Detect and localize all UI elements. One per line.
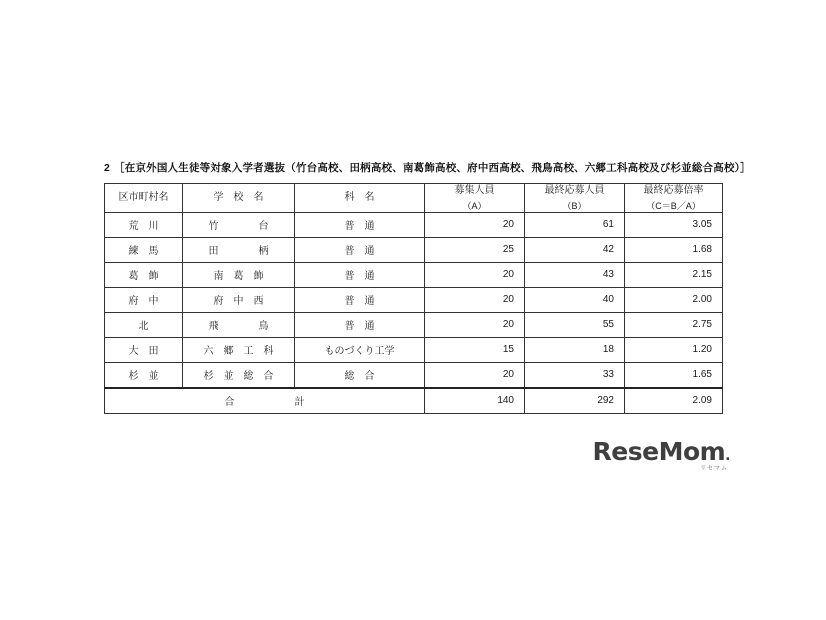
capacity-value: 20	[502, 294, 514, 306]
total-applicants-cell	[525, 388, 625, 414]
school-value: 竹 台	[208, 221, 269, 233]
cell-rate	[625, 362, 723, 388]
cell-applicants	[525, 362, 625, 388]
city-value: 北	[138, 321, 149, 333]
header-rate-label: 最終応募倍率	[643, 185, 704, 196]
total-capacity-cell	[425, 388, 525, 414]
school-value: 田 柄	[208, 246, 269, 258]
header-school-label: 学 校 名	[213, 192, 264, 204]
school-value: 飛 鳥	[208, 321, 269, 333]
document-body	[104, 160, 751, 414]
cell-rate	[625, 237, 723, 262]
cell-capacity	[425, 337, 525, 362]
cell-course	[295, 287, 425, 312]
city-value: 荒 川	[128, 221, 159, 233]
applicants-value: 42	[602, 244, 614, 256]
header-capacity	[425, 184, 525, 213]
school-value: 南 葛 飾	[213, 271, 264, 283]
course-value: ものづくり工学	[324, 346, 395, 358]
cell-school	[183, 287, 295, 312]
table-total-row	[105, 388, 723, 414]
table-row	[105, 337, 723, 362]
cell-rate	[625, 312, 723, 337]
capacity-value: 25	[502, 244, 514, 256]
school-value: 府 中 西	[213, 296, 264, 308]
cell-capacity	[425, 262, 525, 287]
city-value: 練 馬	[128, 246, 159, 258]
rate-value: 1.68	[692, 244, 712, 256]
school-value: 杉 並 総 合	[203, 371, 274, 383]
city-value: 葛 飾	[128, 271, 159, 283]
city-value: 大 田	[128, 346, 159, 358]
total-label-left: 合	[224, 397, 235, 409]
cell-applicants	[525, 212, 625, 237]
cell-capacity	[425, 212, 525, 237]
capacity-value: 15	[502, 344, 514, 356]
watermark-text-part1: Rese	[592, 437, 659, 466]
course-value: 普 通	[344, 246, 375, 258]
cell-course	[295, 212, 425, 237]
section-number: 2	[104, 162, 111, 174]
cell-course	[295, 237, 425, 262]
table-row	[105, 212, 723, 237]
cell-city	[105, 262, 183, 287]
cell-city	[105, 362, 183, 388]
header-course-label: 科 名	[344, 192, 375, 204]
rate-value: 1.20	[692, 344, 712, 356]
cell-capacity	[425, 362, 525, 388]
applicants-value: 43	[602, 269, 614, 281]
cell-applicants	[525, 287, 625, 312]
cell-capacity	[425, 237, 525, 262]
total-label-right: 計	[294, 397, 305, 409]
watermark-dot: .	[725, 448, 730, 464]
cell-rate	[625, 287, 723, 312]
capacity-value: 20	[502, 369, 514, 381]
header-capacity-label: 募集人員	[454, 185, 495, 196]
rate-value: 2.75	[692, 319, 712, 331]
cell-city	[105, 337, 183, 362]
table-row	[105, 237, 723, 262]
cell-rate	[625, 212, 723, 237]
cell-applicants	[525, 312, 625, 337]
city-value: 府 中	[128, 296, 159, 308]
resemom-watermark	[592, 437, 730, 472]
total-capacity-value: 140	[497, 395, 514, 407]
section-title-text: ［在京外国人生徒等対象入学者選抜（竹台高校、田柄高校、南葛飾高校、府中西高校、飛鳥高校、六郷工科高校及び杉並総合高校）］	[114, 162, 751, 174]
rate-value: 2.15	[692, 269, 712, 281]
total-rate-value: 2.09	[692, 395, 712, 407]
cell-school	[183, 237, 295, 262]
applicants-value: 33	[602, 369, 614, 381]
cell-applicants	[525, 337, 625, 362]
watermark-subtext: リセマム	[700, 465, 728, 472]
course-value: 普 通	[344, 296, 375, 308]
course-value: 普 通	[344, 221, 375, 233]
watermark-text-part2: Mom	[658, 437, 726, 466]
rate-value: 2.00	[692, 294, 712, 306]
applicants-value: 61	[602, 219, 614, 231]
header-applicants-label: 最終応募人員	[544, 185, 605, 196]
cell-school	[183, 212, 295, 237]
table-row	[105, 287, 723, 312]
table-header-row	[105, 184, 723, 213]
rate-value: 1.65	[692, 369, 712, 381]
cell-school	[183, 337, 295, 362]
cell-capacity	[425, 287, 525, 312]
course-value: 総 合	[344, 371, 375, 383]
applications-table	[104, 183, 723, 414]
rate-value: 3.05	[692, 219, 712, 231]
header-rate	[625, 184, 723, 213]
course-value: 普 通	[344, 271, 375, 283]
cell-school	[183, 362, 295, 388]
city-value: 杉 並	[128, 371, 159, 383]
total-label	[105, 393, 424, 408]
cell-school	[183, 262, 295, 287]
table-row	[105, 262, 723, 287]
cell-course	[295, 312, 425, 337]
cell-course	[295, 337, 425, 362]
table-row	[105, 362, 723, 388]
school-value: 六 郷 工 科	[203, 346, 274, 358]
capacity-value: 20	[502, 319, 514, 331]
cell-city	[105, 312, 183, 337]
cell-rate	[625, 337, 723, 362]
cell-applicants	[525, 262, 625, 287]
applicants-value: 40	[602, 294, 614, 306]
cell-city	[105, 287, 183, 312]
cell-city	[105, 237, 183, 262]
capacity-value: 20	[502, 269, 514, 281]
cell-city	[105, 212, 183, 237]
header-city	[105, 184, 183, 213]
applicants-value: 18	[602, 344, 614, 356]
total-rate-cell	[625, 388, 723, 414]
header-applicants-sub: （B）	[562, 200, 587, 211]
cell-course	[295, 362, 425, 388]
cell-course	[295, 262, 425, 287]
header-capacity-sub: （A）	[462, 200, 487, 211]
cell-applicants	[525, 237, 625, 262]
course-value: 普 通	[344, 321, 375, 333]
cell-capacity	[425, 312, 525, 337]
header-city-label: 区市町村名	[118, 192, 169, 204]
header-course	[295, 184, 425, 213]
cell-school	[183, 312, 295, 337]
applicants-value: 55	[602, 319, 614, 331]
section-title	[104, 160, 751, 175]
header-applicants	[525, 184, 625, 213]
total-applicants-value: 292	[597, 395, 614, 407]
header-rate-sub: （C＝B／A）	[646, 200, 701, 211]
cell-rate	[625, 262, 723, 287]
table-row	[105, 312, 723, 337]
capacity-value: 20	[502, 219, 514, 231]
header-school	[183, 184, 295, 213]
total-label-cell	[105, 388, 425, 414]
